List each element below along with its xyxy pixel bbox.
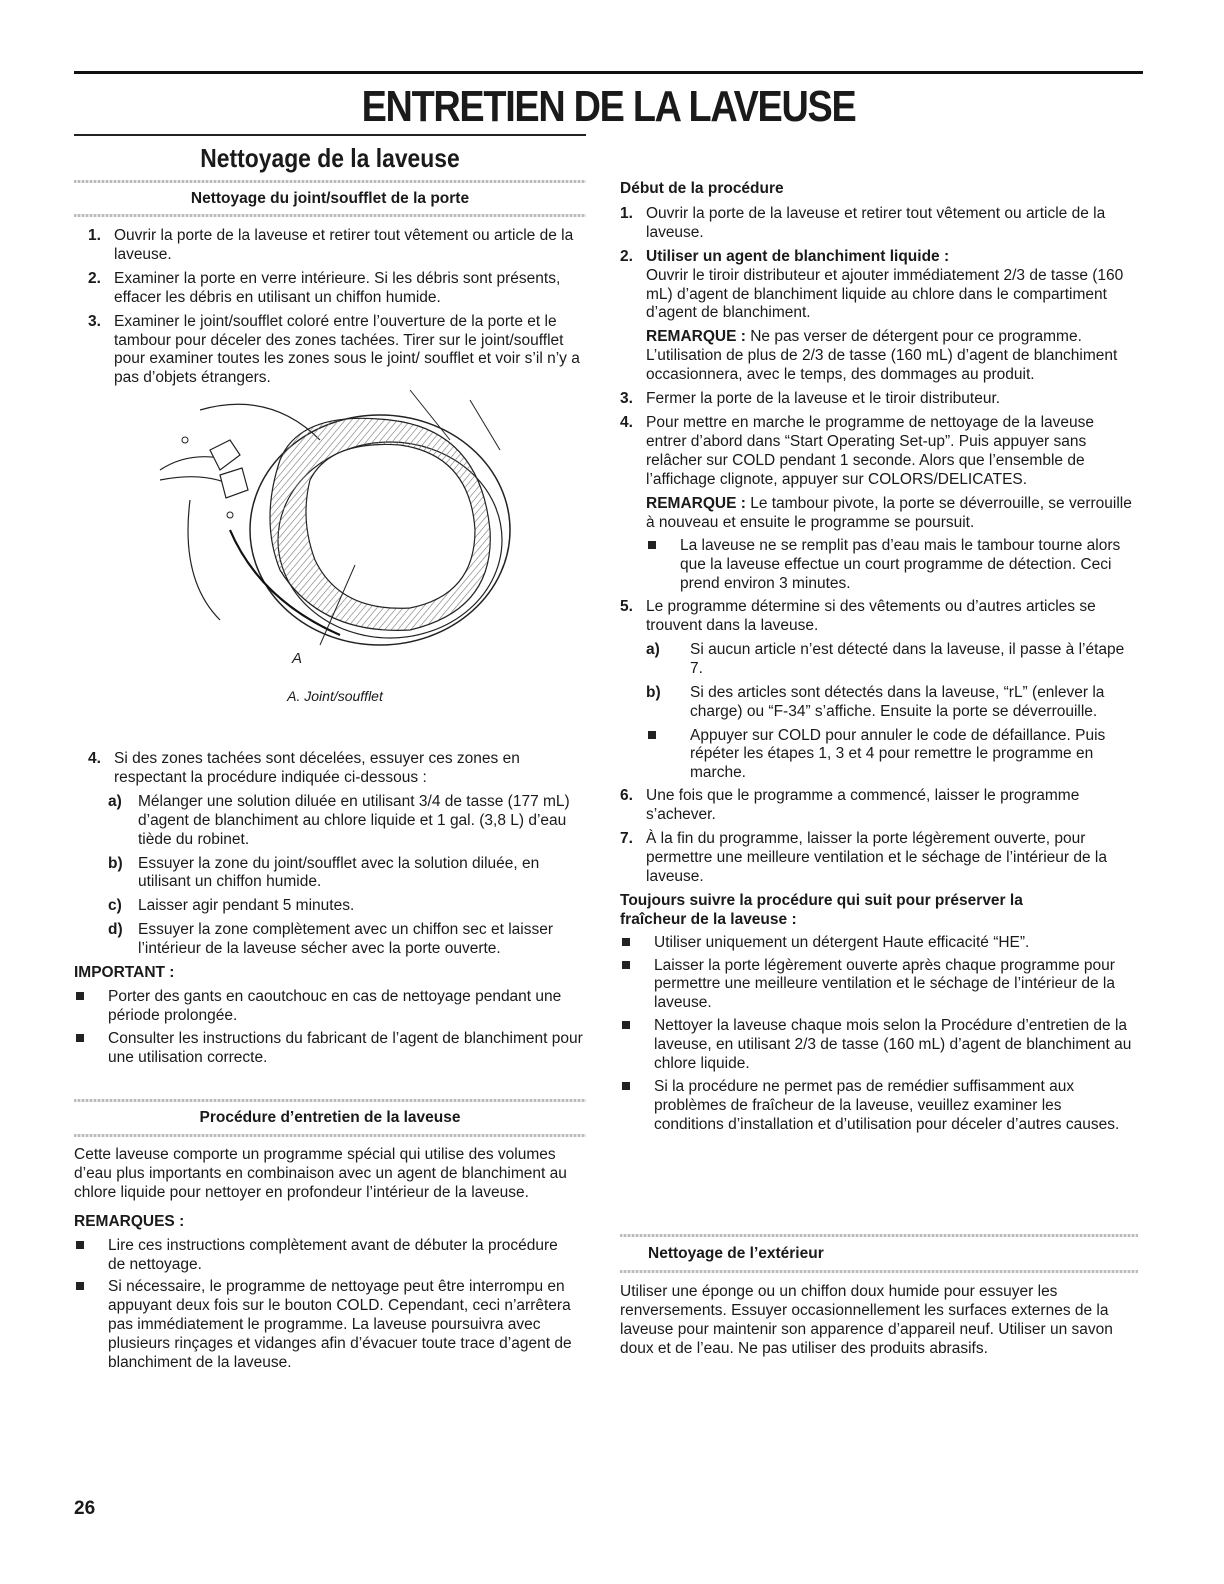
- procedure-text: Cette laveuse comporte un programme spécial qui utilise des volumes d’eau plus importants en combinaison avec un agent de blanchiment au chlore liquide pour nettoyer en profondeur l’intérieur de la laveuse.: [74, 1146, 567, 1201]
- exterieur-text: Utiliser une éponge ou un chiffon doux humide pour essuyer les renversements. Essuyer occasionnellement les surfaces externes de la laveuse pour maintenir son apparence d’appareil neuf. Utiliser un savon doux et de l’eau. Ne pas utiliser des produits abrasifs.: [620, 1283, 1113, 1357]
- section-rule: [74, 134, 586, 136]
- important-label: IMPORTANT :: [74, 964, 175, 982]
- bullet-icon: [622, 938, 630, 946]
- list-item: Utiliser uniquement un détergent Haute efficacité “HE”.: [620, 934, 1135, 953]
- bullet-icon: [76, 992, 84, 1000]
- bullet-icon: [622, 1082, 630, 1090]
- list-item: Si la procédure ne permet pas de remédier suffisamment aux problèmes de fraîcheur de la laveuse, veuillez examiner les conditions d’installation et d’utilisation pour déceler d’autres causes.: [620, 1078, 1135, 1135]
- subhead-rule: [620, 1270, 1138, 1273]
- list-item: 2. Utiliser un agent de blanchiment liquide : Ouvrir le tiroir distributeur et ajouter immédiatement 2/3 de tasse (160 mL) d’agent de blanchiment liquide au chlore dans le compartiment d’agent de blanchiment. REMARQUE : Ne pas verser de détergent pour ce programme. L’utilisation de plus de 2/3 de tasse (160 mL) d’agent de blanchiment occasionnera, avec le temps, des dommages au produit.: [620, 247, 1124, 384]
- bullet-icon: [622, 1021, 630, 1029]
- page-number: 26: [74, 1498, 96, 1519]
- list-item: Lire ces instructions complètement avant de débuter la procédure de nettoyage.: [74, 1237, 574, 1275]
- list-item: La laveuse ne se remplit pas d’eau mais le tambour tourne alors que la laveuse effectue un court programme de détection. Ceci prend environ 3 minutes.: [620, 537, 1135, 594]
- top-rule: [74, 71, 1143, 74]
- list-item: a) Mélanger une solution diluée en utilisant 3/4 de tasse (177 mL) d’agent de blanchiment au chlore liquide et 1 gal. (3,8 L) d’eau tiède du robinet.: [108, 792, 570, 848]
- list-item: b) Si des articles sont détectés dans la laveuse, “rL” (enlever la charge) ou “F-34” s’affiche. Ensuite la porte se déverrouille.: [646, 683, 1105, 720]
- subhead-rule: [74, 180, 586, 183]
- list-item: 1. Ouvrir la porte de la laveuse et retirer tout vêtement ou article de la laveuse.: [620, 204, 1106, 241]
- joint-steps: [88, 227, 586, 393]
- list-item: c) Laisser agir pendant 5 minutes.: [108, 897, 355, 915]
- list-item: Laisser la porte légèrement ouverte après chaque programme pour permettre une meilleure ventilation et le séchage de l’intérieur de la laveuse.: [620, 957, 1135, 1014]
- list-item: a) Si aucun article n’est détecté dans la laveuse, il passe à l’étape 7.: [646, 640, 1125, 677]
- list-item: 3. Examiner le joint/soufflet coloré entre l’ouverture de la porte et le tambour pour déceler des zones tachées. Tirer sur le joint/soufflet pour examiner toutes les zones sous le joint/ soufflet et voir s’il n’y a pas d’objets étrangers.: [88, 312, 580, 387]
- debut-heading: Début de la procédure: [620, 180, 784, 197]
- procedure-heading: Procédure d’entretien de la laveuse: [199, 1109, 461, 1126]
- toujours-heading: Toujours suivre la procédure qui suit pour préserver la fraîcheur de la laveuse :: [620, 891, 1023, 928]
- list-item: Nettoyer la laveuse chaque mois selon la Procédure d’entretien de la laveuse, en utilisant 2/3 de tasse (160 mL) d’agent de blanchiment au chlore liquide.: [620, 1017, 1135, 1074]
- list-item: Consulter les instructions du fabricant de l’agent de blanchiment pour une utilisation correcte.: [74, 1030, 586, 1068]
- bullet-icon: [622, 961, 630, 969]
- list-item: 6. Une fois que le programme a commencé, laisser le programme s’achever.: [620, 787, 1080, 824]
- bullet-icon: [648, 541, 656, 549]
- list-item: 5. Le programme détermine si des vêtements ou d’autres articles se trouvent dans la laveuse.: [620, 598, 1096, 635]
- section-title: Nettoyage de la laveuse: [200, 143, 460, 173]
- joint-heading: Nettoyage du joint/soufflet de la porte: [190, 190, 470, 207]
- bullet-icon: [76, 1282, 84, 1290]
- figure-label: A: [292, 650, 303, 667]
- list-item: 4. Pour mettre en marche le programme de nettoyage de la laveuse entrer d’abord dans “Start Operating Set-up”. Puis appuyer sans relâcher sur COLD pendant 1 seconde. Alors que l’ensemble de l’affichage clignote, appuyer sur COLORS/DELICATES. REMARQUE : Le tambour pivote, la porte se déverrouille, se verrouille à nouveau et ensuite le programme se poursuit.: [620, 413, 1132, 531]
- page-title: ENTRETIEN DE LA LAVEUSE: [361, 82, 856, 131]
- figure-caption: A. Joint/soufflet: [287, 688, 383, 704]
- list-item: 4. Si des zones tachées sont décelées, essuyer ces zones en respectant la procédure indiquée ci-dessous :: [88, 750, 520, 786]
- list-item: 2. Examiner la porte en verre intérieure. Si les débris sont présents, effacer les débris en utilisant un chiffon humide.: [88, 269, 561, 306]
- list-item: 1. Ouvrir la porte de la laveuse et retirer tout vêtement ou article de la laveuse.: [88, 227, 574, 263]
- subhead-rule: [74, 214, 586, 217]
- subhead-rule: [74, 1134, 586, 1137]
- list-item: 3. Fermer la porte de la laveuse et le tiroir distributeur.: [620, 390, 1001, 408]
- list-item: Porter des gants en caoutchouc en cas de nettoyage pendant une période prolongée.: [74, 988, 586, 1026]
- list-item: 7. À la fin du programme, laisser la porte légèrement ouverte, pour permettre une meilleure ventilation et le séchage de l’intérieur de la laveuse.: [620, 830, 1107, 885]
- subhead-rule: [620, 1234, 1138, 1237]
- washer-door-gasket-illustration: [150, 380, 520, 670]
- subhead-rule: [74, 1099, 586, 1102]
- bullet-icon: [648, 731, 656, 739]
- list-item: b) Essuyer la zone du joint/soufflet avec la solution diluée, en utilisant un chiffon humide.: [108, 854, 540, 891]
- bullet-icon: [76, 1241, 84, 1249]
- list-item: d) Essuyer la zone complètement avec un chiffon sec et laisser l’intérieur de la laveuse sécher avec la porte ouverte.: [108, 921, 553, 958]
- list-item: Si nécessaire, le programme de nettoyage peut être interrompu en appuyant deux fois sur le bouton COLD. Cependant, ceci n’arrêtera pas immédiatement le programme. La laveuse poursuivra avec plusieurs rinçages et vidanges afin d’évacuer toute trace d’agent de blanchiment de la laveuse.: [74, 1278, 574, 1373]
- remarques-label: REMARQUES :: [74, 1212, 185, 1230]
- exterieur-heading: Nettoyage de l’extérieur: [648, 1245, 824, 1262]
- bullet-icon: [76, 1034, 84, 1042]
- list-item: Appuyer sur COLD pour annuler le code de défaillance. Puis répéter les étapes 1, 3 et 4 pour remettre le programme en marche.: [646, 727, 1135, 784]
